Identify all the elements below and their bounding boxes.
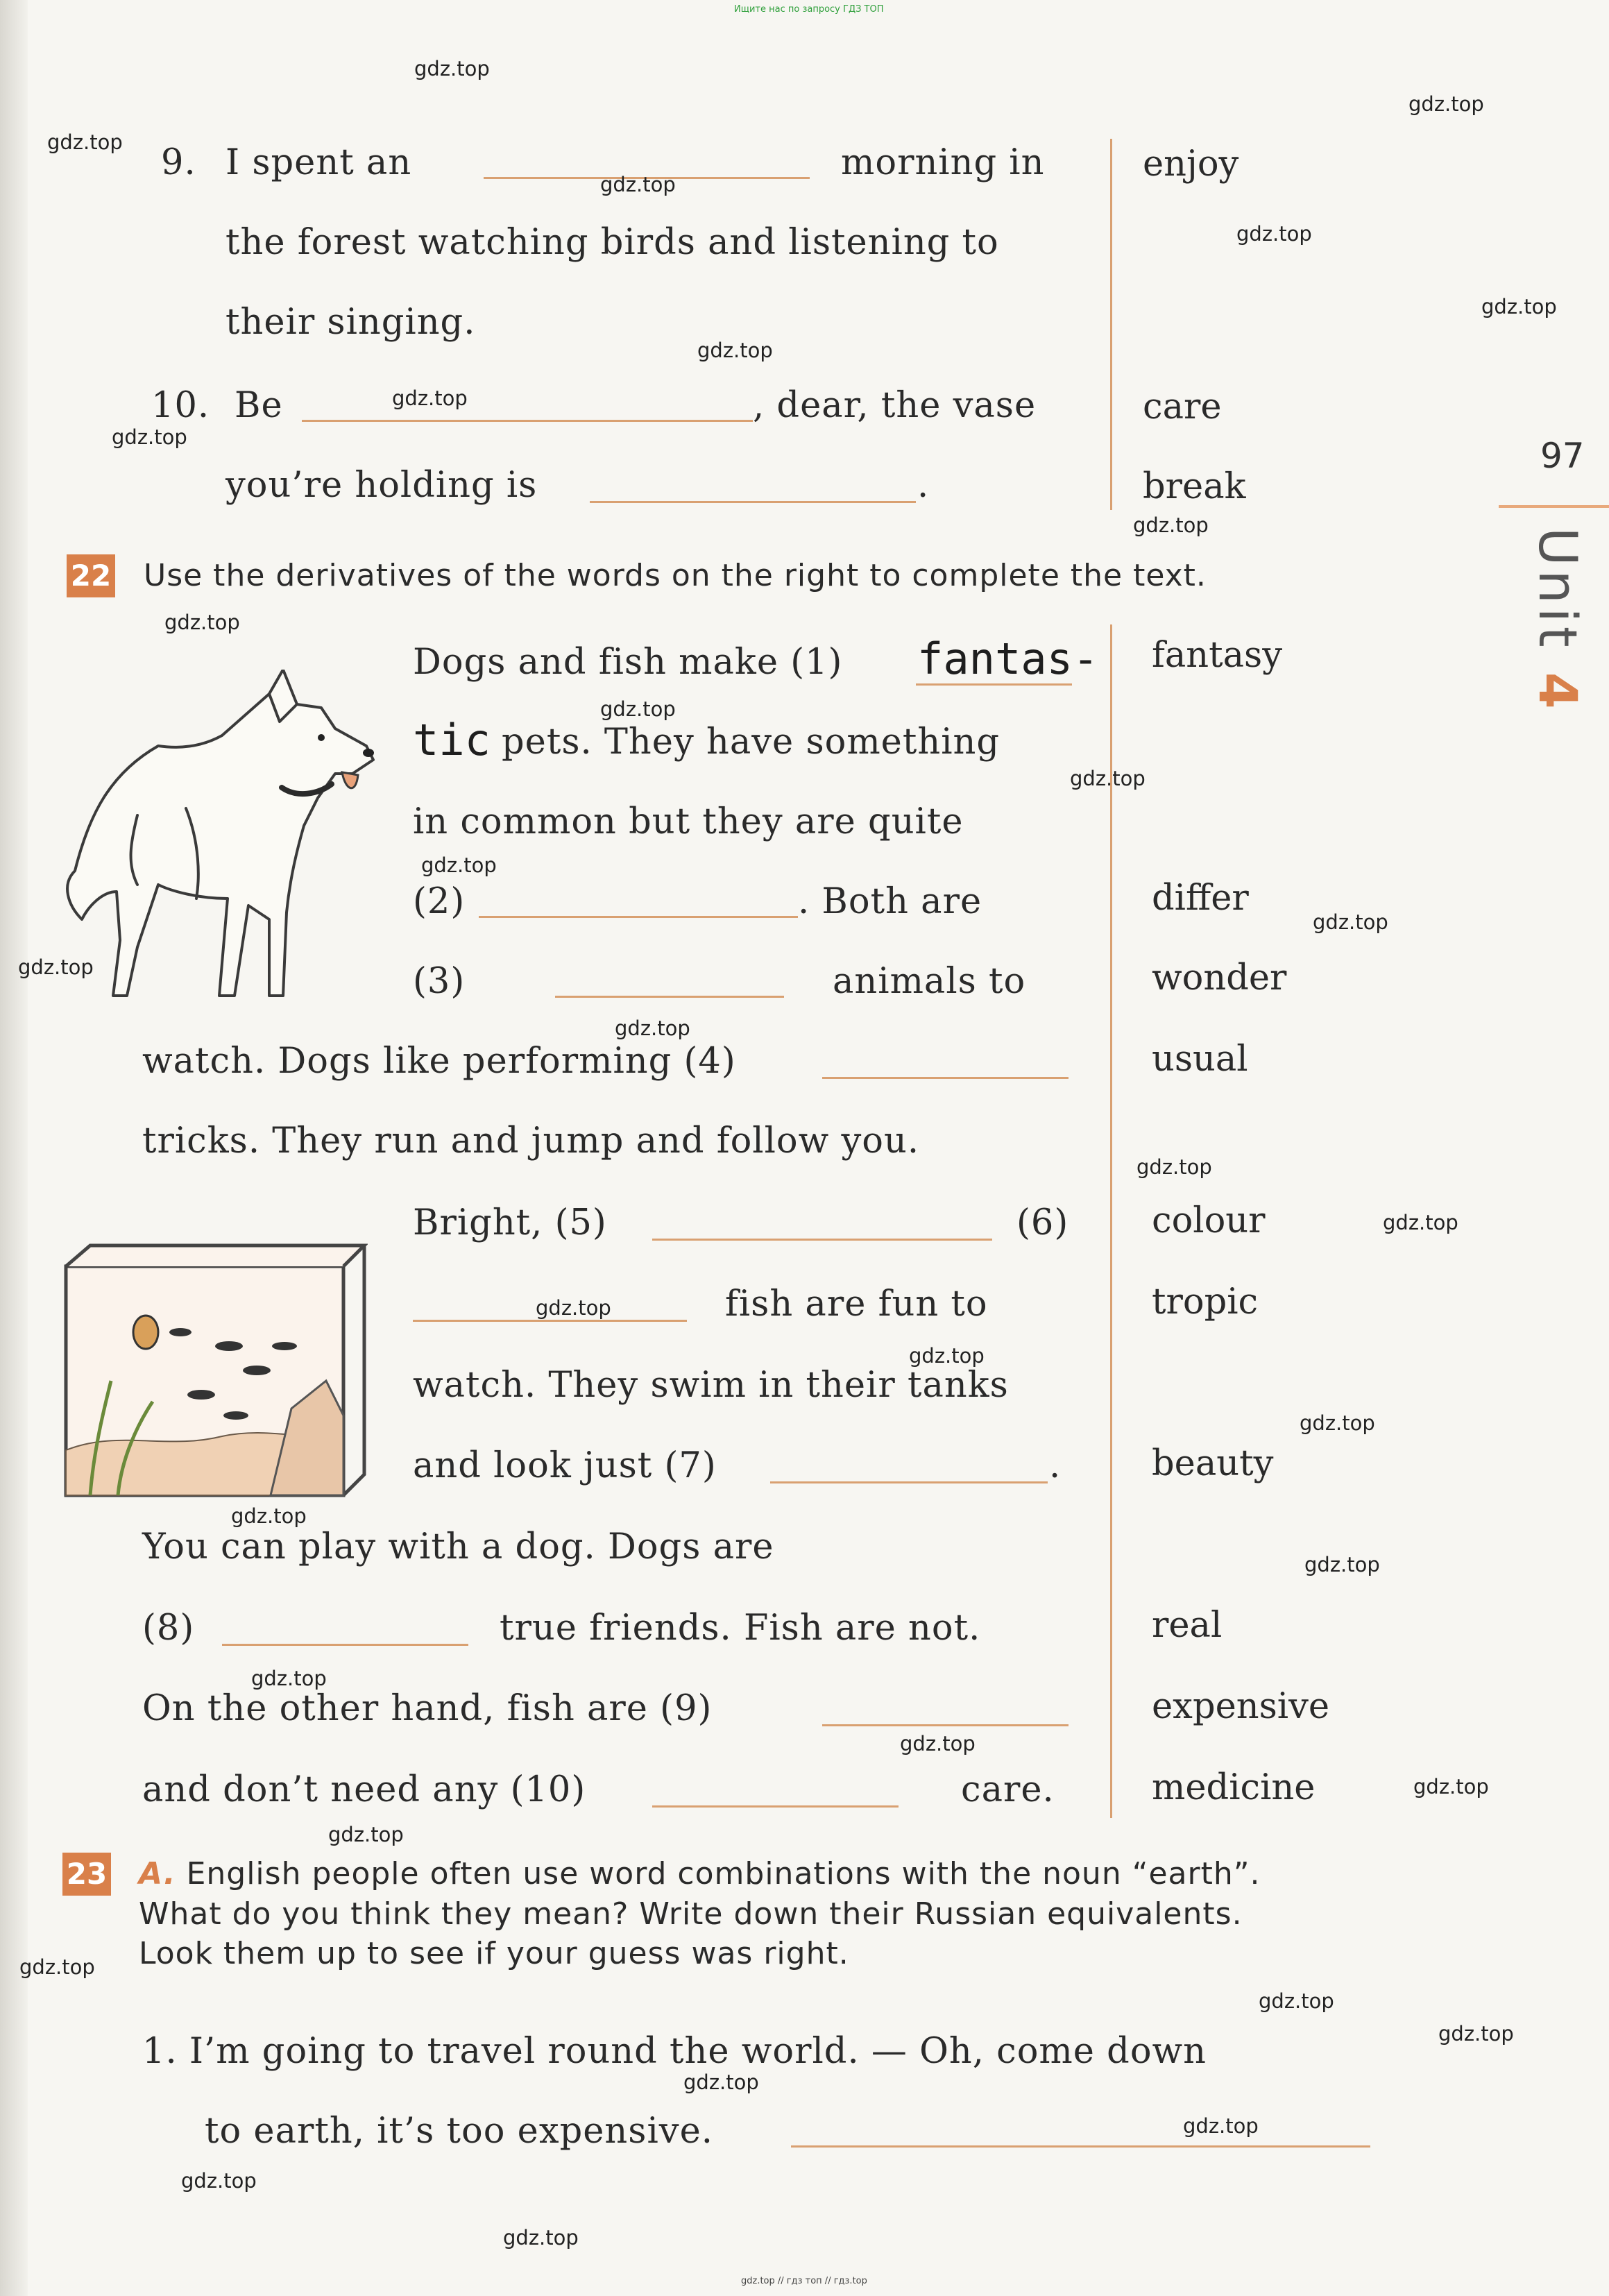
page-number: 97 bbox=[1540, 436, 1585, 476]
ex22-line8b: (6) bbox=[1016, 1202, 1069, 1243]
ex22-line11a: and look just (7) bbox=[413, 1445, 717, 1486]
ex22-instruction: Use the derivatives of the words on the right to complete the text. bbox=[144, 558, 1207, 593]
ex21-item10-blank2[interactable] bbox=[590, 501, 916, 503]
aquarium-illustration bbox=[62, 1242, 368, 1502]
ex22-blank10[interactable] bbox=[652, 1805, 899, 1808]
ex21-item10-line2: you’re holding is bbox=[225, 465, 538, 506]
watermark-32: gdz.top bbox=[683, 2070, 759, 2094]
ex22-line13b: true friends. Fish are not. bbox=[500, 1608, 981, 1649]
ex22-word-10: medicine bbox=[1152, 1767, 1316, 1808]
ex22-blank8[interactable] bbox=[222, 1644, 468, 1646]
watermark-29: gdz.top bbox=[19, 1955, 95, 1979]
column-divider-ex22 bbox=[1110, 624, 1112, 1818]
watermark-13: gdz.top bbox=[1070, 767, 1146, 790]
ex21-item9-pre: I spent an bbox=[225, 142, 412, 183]
bottom-note: gdz.top // гдз топ // гдз.top bbox=[741, 2276, 867, 2286]
watermark-19: gdz.top bbox=[1383, 1211, 1458, 1234]
watermark-9: gdz.top bbox=[112, 425, 187, 449]
ex22-blank1[interactable] bbox=[916, 683, 1072, 686]
ex23-instruction-line3: Look them up to see if your guess was right. bbox=[139, 1936, 849, 1971]
column-divider-ex21 bbox=[1110, 139, 1112, 510]
watermark-26: gdz.top bbox=[900, 1732, 976, 1755]
ex22-line5b: animals to bbox=[833, 961, 1026, 1002]
ex22-word-2: differ bbox=[1152, 878, 1249, 919]
watermark-11: gdz.top bbox=[164, 611, 240, 634]
ex22-word-4: usual bbox=[1152, 1039, 1248, 1080]
ex21-item10-post: , dear, the vase bbox=[753, 385, 1037, 426]
watermark-2: gdz.top bbox=[1408, 92, 1484, 116]
ex21-word-care: care bbox=[1143, 386, 1222, 427]
watermark-10: gdz.top bbox=[1133, 513, 1209, 537]
page-edge bbox=[0, 0, 28, 2296]
watermark-20: gdz.top bbox=[536, 1296, 611, 1320]
unit-tab-line bbox=[1499, 505, 1609, 508]
ex22-line8a: Bright, (5) bbox=[413, 1202, 607, 1243]
watermark-34: gdz.top bbox=[181, 2169, 257, 2193]
watermark-12: gdz.top bbox=[600, 697, 676, 721]
watermark-22: gdz.top bbox=[1300, 1411, 1375, 1435]
watermark-23: gdz.top bbox=[231, 1504, 307, 1528]
watermark-24: gdz.top bbox=[1304, 1553, 1380, 1576]
ex22-line9: fish are fun to bbox=[725, 1284, 988, 1325]
watermark-18: gdz.top bbox=[1136, 1155, 1212, 1179]
ex22-line4b: . Both are bbox=[798, 881, 982, 922]
ex22-line1: Dogs and fish make (1) bbox=[413, 642, 843, 683]
watermark-33: gdz.top bbox=[1183, 2114, 1259, 2138]
ex22-line7: tricks. They run and jump and follow you. bbox=[142, 1121, 920, 1162]
watermark-1: gdz.top bbox=[414, 57, 490, 80]
top-note: Ищите нас по запросу ГДЗ ТОП bbox=[734, 4, 884, 15]
ex21-item10-pre: Be bbox=[235, 385, 283, 426]
ex23-sub-label: A. bbox=[139, 1856, 176, 1891]
watermark-15: gdz.top bbox=[1313, 910, 1388, 934]
ex23-item1-line2: to earth, it’s too expensive. bbox=[205, 2111, 713, 2152]
ex23-number-badge: 23 bbox=[62, 1853, 111, 1896]
ex21-item10-blank1[interactable] bbox=[302, 420, 753, 422]
ex22-line2: pets. They have something bbox=[502, 722, 1001, 763]
watermark-6: gdz.top bbox=[1481, 295, 1557, 318]
ex23-instruction-line1 bbox=[139, 1856, 1261, 1891]
ex22-answer1-part2: tic bbox=[413, 715, 491, 765]
ex23-item1-blank[interactable] bbox=[791, 2145, 1370, 2148]
ex23-instruction-line2: What do you think they mean? Write down their Russian equivalents. bbox=[139, 1896, 1243, 1932]
ex23-item1-line1: 1. I’m going to travel round the world. — Oh, come down bbox=[142, 2031, 1207, 2072]
ex22-line6: watch. Dogs like performing (4) bbox=[142, 1041, 736, 1082]
ex21-word-break: break bbox=[1143, 466, 1246, 507]
watermark-31: gdz.top bbox=[1438, 2022, 1514, 2046]
watermark-14: gdz.top bbox=[421, 853, 497, 877]
ex22-line14: On the other hand, fish are (9) bbox=[142, 1688, 713, 1729]
watermark-21: gdz.top bbox=[909, 1344, 985, 1368]
ex22-blank2[interactable] bbox=[479, 916, 798, 918]
ex22-word-1: fantasy bbox=[1152, 635, 1283, 676]
ex22-word-9: expensive bbox=[1152, 1686, 1330, 1727]
ex22-blank6[interactable] bbox=[413, 1320, 687, 1322]
ex22-blank3[interactable] bbox=[555, 996, 784, 998]
ex21-item10-end: . bbox=[917, 465, 930, 506]
watermark-8: gdz.top bbox=[392, 386, 468, 410]
ex23-instruction-line1-text: English people often use word combinations with the noun “earth”. bbox=[186, 1856, 1261, 1891]
ex22-word-6: tropic bbox=[1152, 1282, 1259, 1323]
watermark-28: gdz.top bbox=[328, 1823, 404, 1846]
ex21-item9-post: morning in bbox=[841, 142, 1045, 183]
watermark-30: gdz.top bbox=[1259, 1989, 1334, 2013]
unit-number: 4 bbox=[1527, 672, 1589, 713]
ex21-item9-num: 9. bbox=[161, 142, 196, 183]
ex22-line3: in common but they are quite bbox=[413, 801, 964, 842]
ex22-line12: You can play with a dog. Dogs are bbox=[142, 1527, 774, 1567]
ex22-number-badge: 22 bbox=[67, 554, 115, 597]
ex22-answer1-part1: fantas- bbox=[917, 633, 1099, 684]
ex22-blank7[interactable] bbox=[770, 1481, 1048, 1483]
watermark-35: gdz.top bbox=[503, 2226, 579, 2250]
ex22-word-5: colour bbox=[1152, 1200, 1266, 1241]
ex21-item9-line2: the forest watching birds and listening to bbox=[225, 222, 999, 263]
unit-label bbox=[1519, 527, 1589, 735]
ex21-word-enjoy: enjoy bbox=[1143, 144, 1239, 185]
watermark-27: gdz.top bbox=[1413, 1775, 1489, 1798]
ex22-word-3: wonder bbox=[1152, 958, 1287, 998]
watermark-7: gdz.top bbox=[697, 339, 773, 362]
watermark-4: gdz.top bbox=[600, 173, 676, 196]
ex22-word-7: beauty bbox=[1152, 1443, 1274, 1484]
ex22-blank4[interactable] bbox=[822, 1077, 1069, 1079]
watermark-25: gdz.top bbox=[251, 1667, 327, 1690]
ex22-word-8: real bbox=[1152, 1605, 1223, 1646]
dog-illustration bbox=[61, 670, 380, 1006]
ex21-item10-num: 10. bbox=[151, 385, 210, 426]
ex21-item9-line3: their singing. bbox=[225, 302, 476, 343]
ex22-line15b: care. bbox=[961, 1769, 1055, 1810]
watermark-17: gdz.top bbox=[615, 1017, 690, 1040]
ex22-blank5[interactable] bbox=[652, 1239, 992, 1241]
ex22-line15a: and don’t need any (10) bbox=[142, 1769, 586, 1810]
ex22-line10: watch. They swim in their tanks bbox=[413, 1365, 1009, 1406]
unit-label-text: Unit bbox=[1527, 527, 1589, 652]
ex22-line11b: . bbox=[1049, 1445, 1062, 1486]
watermark-5: gdz.top bbox=[1236, 222, 1312, 246]
ex22-line4a: (2) bbox=[413, 881, 466, 922]
watermark-3: gdz.top bbox=[47, 130, 123, 154]
ex22-line5a: (3) bbox=[413, 961, 466, 1002]
watermark-16: gdz.top bbox=[18, 955, 94, 979]
ex22-blank9[interactable] bbox=[822, 1724, 1069, 1726]
ex22-line13a: (8) bbox=[142, 1608, 195, 1649]
